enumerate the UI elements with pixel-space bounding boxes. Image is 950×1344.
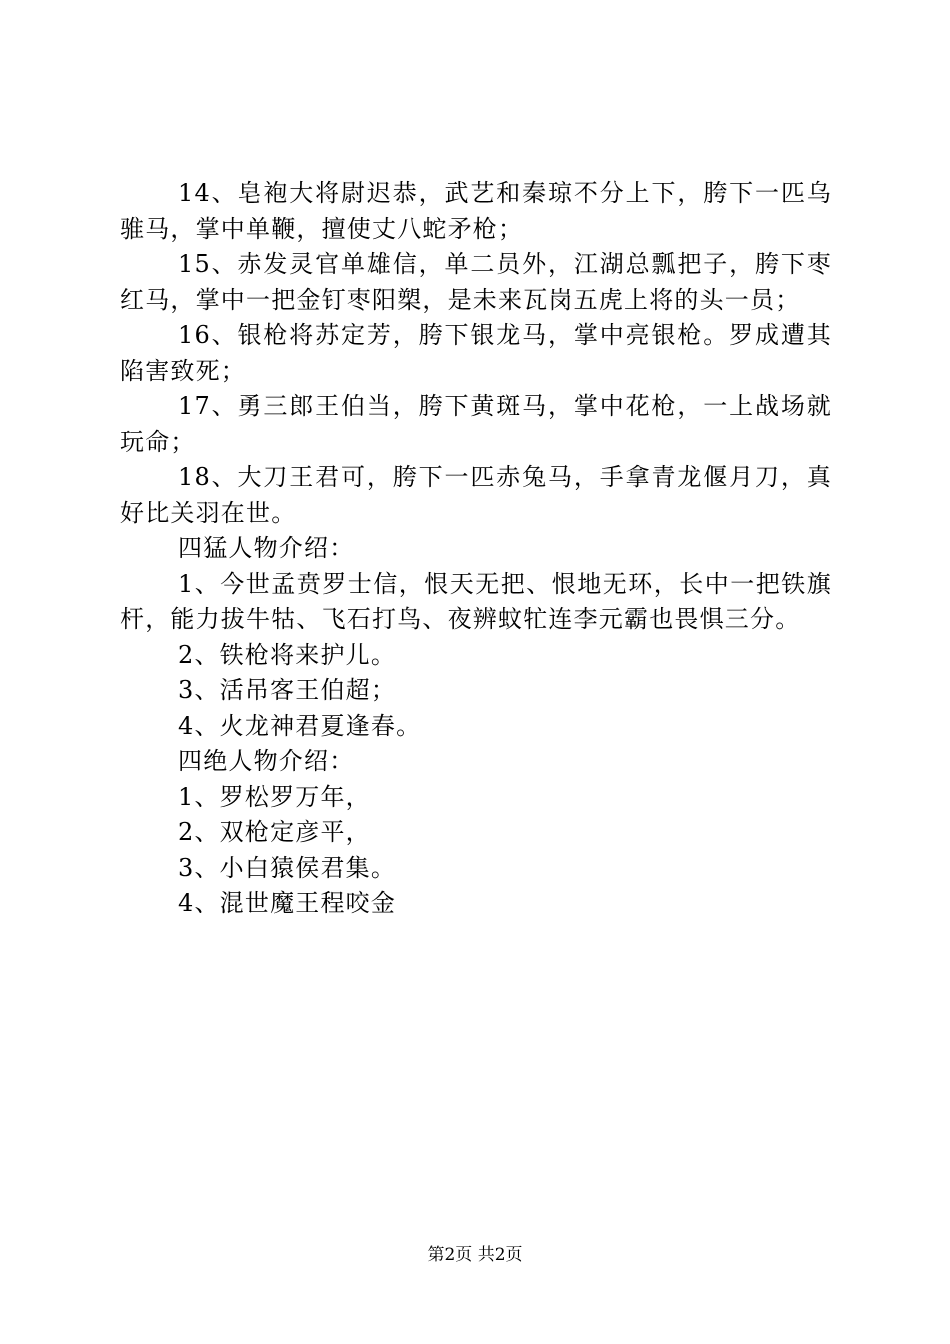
document-body (120, 176, 832, 922)
list-item-four-fierce-2: 2、铁枪将来护儿。 (178, 640, 397, 669)
page-number-footer: 第2页 共2页 (427, 1245, 523, 1265)
paragraph-16-su-dingfang: 16、银枪将苏定芳，胯下银龙马，掌中亮银枪。罗成遭其陷害致死； (120, 321, 832, 385)
section-heading-four-unique: 四绝人物介绍： (178, 747, 355, 775)
list-item-four-unique-2: 2、双枪定彦平， (178, 818, 371, 846)
list-item-four-unique-4: 4、混世魔王程咬金 (178, 889, 397, 917)
list-item-four-fierce-4: 4、火龙神君夏逢春。 (178, 711, 422, 740)
list-item-four-fierce-1: 1、今世孟贲罗士信，恨天无把、恨地无环，长中一把铁旗杆，能力拔牛牯、飞石打鸟、夜辨蚊牤连李元霸也畏惧三分。 (120, 569, 832, 633)
paragraph-15-shan-xiongxin: 15、赤发灵官单雄信，单二员外，江湖总瓢把子，胯下枣红马，掌中一把金钉枣阳槊，是未来瓦岗五虎上将的头一员； (120, 250, 832, 314)
list-item-four-unique-3: 3、小白猿侯君集。 (178, 853, 397, 882)
list-item-four-unique-1: 1、罗松罗万年， (178, 782, 371, 811)
list-item-four-fierce-3: 3、活吊客王伯超； (178, 676, 397, 704)
paragraph-14-yuchi-gong: 14、皂袍大将尉迟恭，武艺和秦琼不分上下，胯下一匹乌骓马，掌中单鞭，擅使丈八蛇矛枪； (120, 179, 832, 243)
section-heading-four-fierce: 四猛人物介绍： (178, 534, 355, 562)
paragraph-18-wang-junke: 18、大刀王君可，胯下一匹赤兔马，手拿青龙偃月刀，真好比关羽在世。 (120, 463, 832, 527)
paragraph-17-wang-bodang: 17、勇三郎王伯当，胯下黄斑马，掌中花枪，一上战场就玩命； (120, 392, 832, 456)
